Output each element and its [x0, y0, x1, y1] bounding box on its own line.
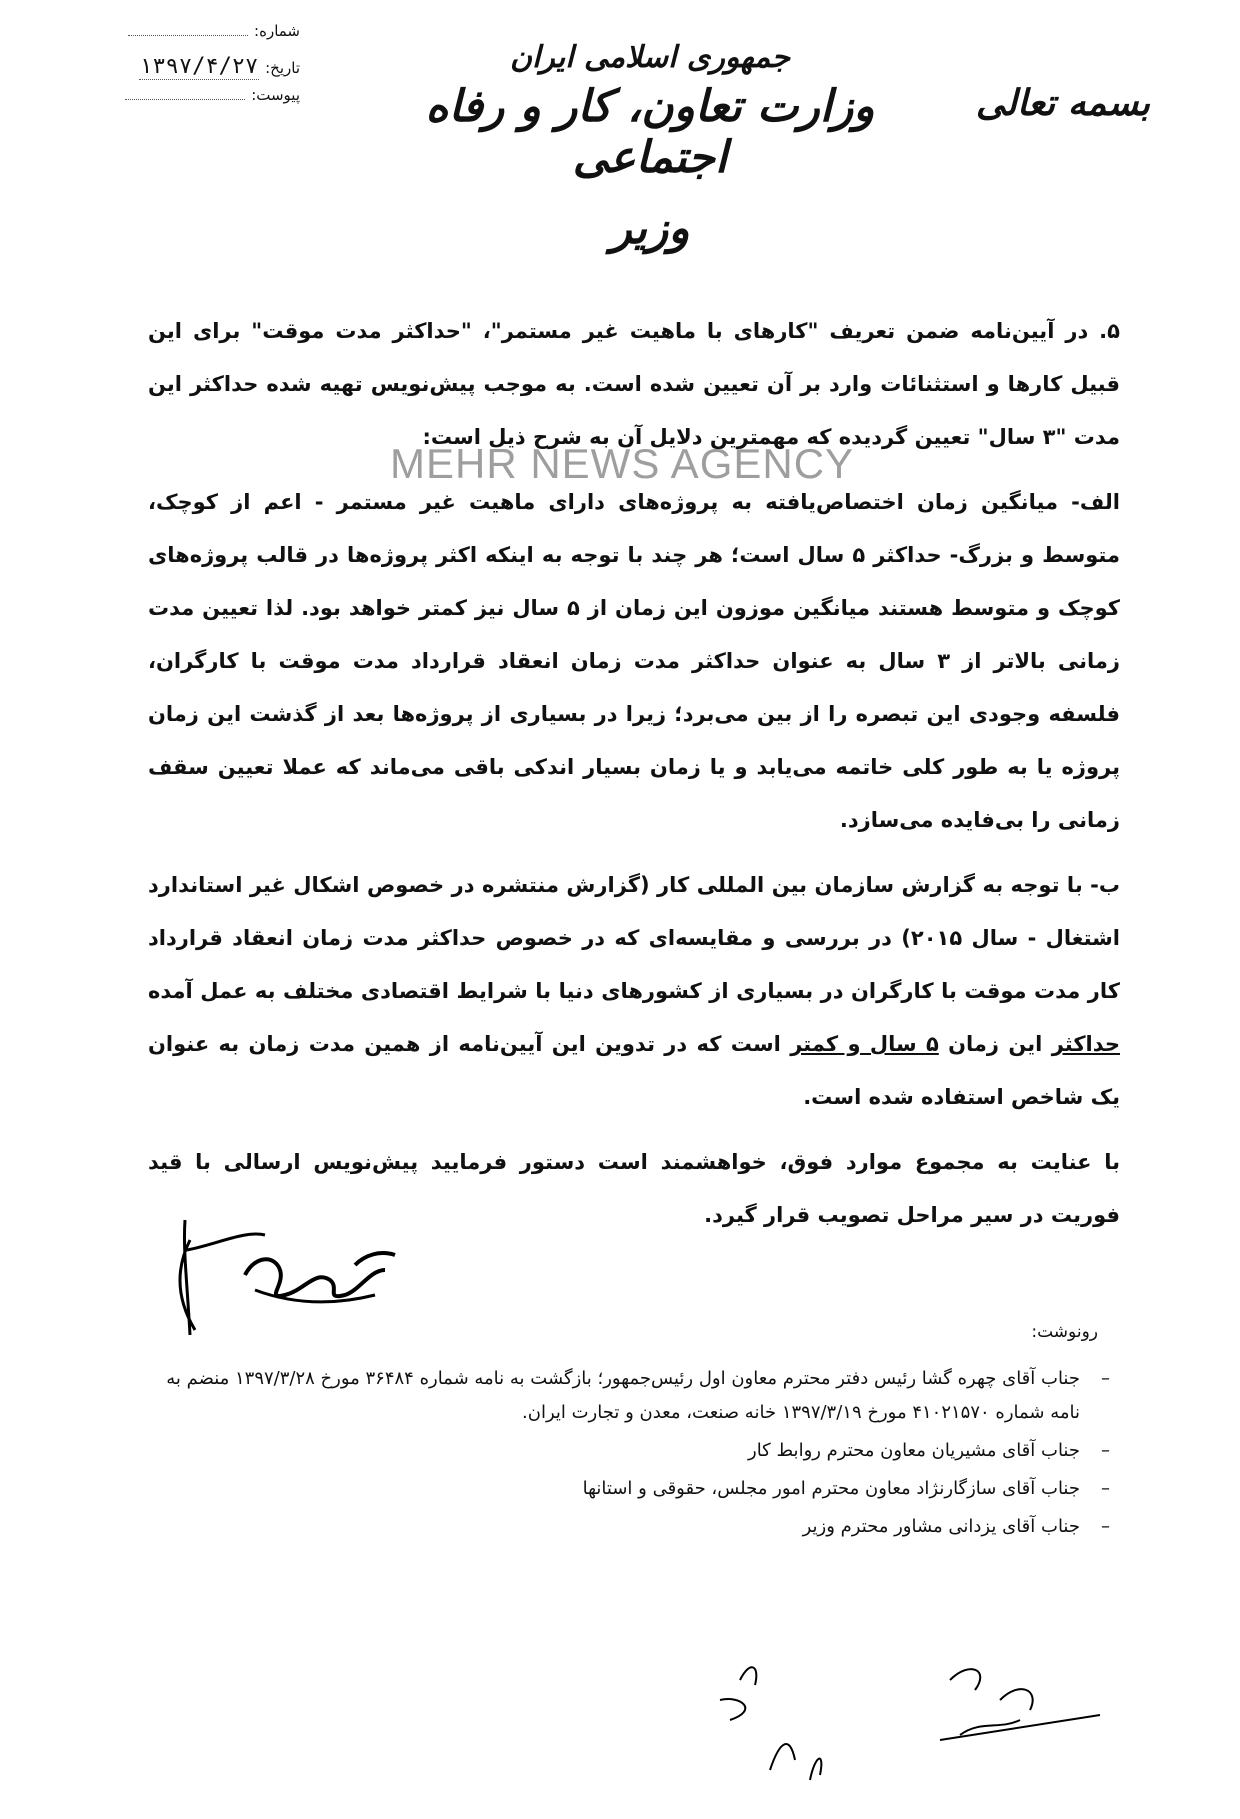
number-value — [128, 35, 248, 36]
cc-title: رونوشت: — [1031, 1322, 1098, 1342]
paragraph-item5: ۵. در آیین‌نامه ضمن تعریف "کارهای با ماهیت غیر مستمر"، "حداکثر مدت موقت" برای این قبیل کارها و استثنائات وارد بر آن تعیین شده است. به موجب پیش‌نویس تهیه شده حداکثر این مدت "۳ سال" تعیین گردیده که مهمترین دلایل آن به شرح ذیل است: — [148, 319, 1120, 449]
paragraph-alef: الف- میانگین زمان اختصاص‌یافته به پروژه‌های دارای ماهیت غیر مستمر - اعم از کوچک، متوسط و بزرگ- حداکثر ۵ سال است؛ هر چند با توجه به اینکه اکثر پروژه‌ها در قالب پروژه‌های کوچک و متوسط هستند میانگین موزون این زمان از ۵ سال نیز کمتر خواهد بود. لذا تعیین مدت زمانی بالاتر از ۳ سال به عنوان حداکثر مدت زمان انعقاد قرارداد مدت موقت با کارگران، فلسفه وجودی این تبصره را از بین می‌برد؛ زیرا در بسیاری از پروژه‌ها بعد از گذشت این زمان پروژه یا به طور کلی خاتمه می‌یابد و یا زمان بسیار اندکی باقی می‌ماند که عملا تعیین سقف زمانی را بی‌فایده می‌سازد. — [148, 490, 1121, 832]
cc-item: – جناب آقای مشیریان معاون محترم روابط کار — [150, 1434, 1110, 1468]
cc-list — [150, 1362, 1110, 1548]
attachment-label: پیوست: — [251, 86, 300, 104]
letter-body — [148, 305, 1120, 1254]
letterhead — [390, 40, 910, 254]
minister-title: وزیر — [610, 203, 690, 254]
signature — [155, 1210, 415, 1340]
cc-item: – جناب آقای سازگارنژاد معاون محترم امور مجلس، حقوقی و استانها — [150, 1472, 1110, 1506]
date-label: تاریخ: — [265, 59, 300, 77]
paragraph-be-mid: این زمان — [948, 1032, 1043, 1056]
watermark: MEHR NEWS AGENCY — [390, 440, 855, 487]
date-row — [70, 54, 300, 86]
paragraph-be-underline1: حداکثر — [1051, 1032, 1121, 1056]
attachment-value — [125, 99, 245, 100]
cc-item: – جناب آقای چهره گشا رئیس دفتر محترم معاون اول رئیس‌جمهور؛ بازگشت به نامه شماره ۳۶۴۸۴ مورخ ۱۳۹۷/۳/۲۸ منضم به نامه شماره ۴۱۰۲۱۵۷۰ مورخ ۱۳۹۷/۳/۱۹ خانه صنعت، معدن و تجارت ایران. — [150, 1362, 1110, 1430]
cc-item: – جناب آقای یزدانی مشاور محترم وزیر — [150, 1510, 1110, 1544]
paragraph-be — [148, 859, 1120, 1124]
attachment-row — [70, 86, 300, 118]
paragraph-closing: با عنایت به مجموع موارد فوق، خواهشمند است دستور فرمایید پیش‌نویس ارسالی با قید فوریت در سیر مراحل تصویب قرار گیرد. — [148, 1150, 1120, 1227]
ministry-title: وزارت تعاون، کار و رفاه اجتماعی — [425, 81, 875, 183]
letter-meta — [70, 22, 300, 118]
date-value: ۱۳۹۷/۴/۲۷ — [139, 54, 259, 79]
republic-title: جمهوری اسلامی ایران — [509, 40, 791, 75]
paragraph-be-part2: است که در تدوین این آیین‌نامه از همین مدت زمان به عنوان یک شاخص استفاده شده است. — [148, 1032, 1120, 1109]
paragraph-be-underline2: ۵ سال و کمتر — [790, 1032, 939, 1056]
handwritten-notes — [700, 1640, 1120, 1800]
paragraph-be-part1: ب- با توجه به گزارش سازمان بین المللی کار (گزارش منتشره در خصوص اشکال غیر استاندارد اشتغال - سال ۲۰۱۵) در بررسی و مقایسه‌ای که در خصوص حداکثر مدت زمان انعقاد قرارداد کار مدت موقت با کارگران در بسیاری از کشورهای دنیا با شرایط اقتصادی مختلف به عمل آمده — [148, 873, 1120, 1003]
number-label: شماره: — [254, 22, 300, 40]
bismillah: بسمه تعالی — [975, 82, 1150, 124]
number-row — [70, 22, 300, 54]
